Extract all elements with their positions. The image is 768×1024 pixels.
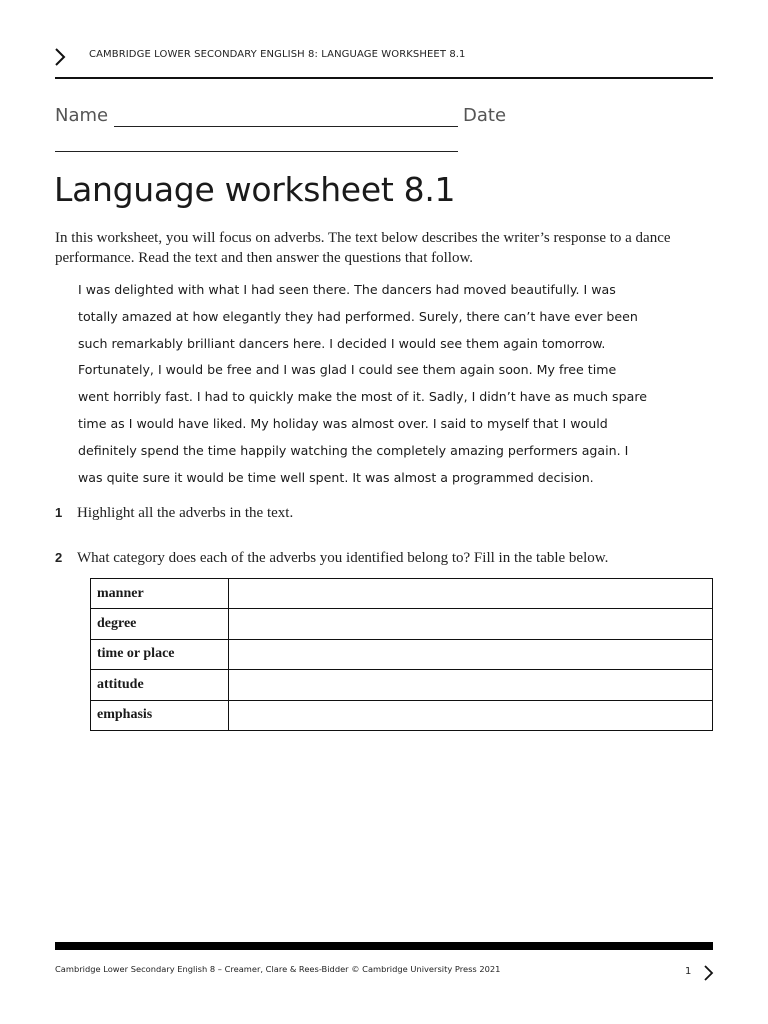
passage-text <box>78 279 678 493</box>
question-1 <box>55 505 715 525</box>
question-number: 1 <box>55 505 63 520</box>
name-label: Name <box>55 105 109 126</box>
table-row <box>91 609 713 639</box>
answer-cell[interactable] <box>229 670 713 700</box>
passage-line: was quite sure it would be time well spent. It was almost a programmed decision. <box>78 469 594 485</box>
question-number: 2 <box>55 550 63 565</box>
category-label: time or place <box>91 639 229 669</box>
chevron-right-icon <box>53 47 67 67</box>
intro-paragraph: In this worksheet, you will focus on adverbs. The text below describes the writer’s response to a dance performance. Read the text and then answer the questions that follow. <box>55 230 671 266</box>
name-field-line[interactable] <box>114 126 458 127</box>
date-field-line[interactable] <box>55 151 458 152</box>
category-label: attitude <box>91 670 229 700</box>
passage-line: Fortunately, I would be free and I was glad I could see them again soon. My free time <box>78 362 617 378</box>
header-rule <box>55 77 713 79</box>
answer-cell[interactable] <box>229 700 713 730</box>
answer-cell[interactable] <box>229 639 713 669</box>
date-label: Date <box>463 105 507 126</box>
passage-line: I was delighted with what I had seen there. The dancers had moved beautifully. I was <box>78 282 616 297</box>
footer-bar <box>55 942 713 950</box>
question-text: What category does each of the adverbs you identified belong to? Fill in the table below. <box>77 550 609 566</box>
category-label: emphasis <box>91 700 229 730</box>
running-header: CAMBRIDGE LOWER SECONDARY ENGLISH 8: LANGUAGE WORKSHEET 8.1 <box>89 49 466 60</box>
passage-line: went horribly fast. I had to quickly make the most of it. Sadly, I didn’t have as much spare <box>78 389 647 405</box>
passage-line: such remarkably brilliant dancers here. I decided I would see them again tomorrow. <box>78 335 606 351</box>
table-row <box>91 700 713 730</box>
passage-line: time as I would have liked. My holiday was almost over. I said to myself that I would <box>78 415 608 431</box>
chevron-right-icon[interactable] <box>702 963 714 983</box>
question-text: Highlight all the adverbs in the text. <box>77 505 294 521</box>
table-row <box>91 639 713 669</box>
answer-cell[interactable] <box>229 579 713 609</box>
category-label: manner <box>91 579 229 609</box>
passage-line: definitely spend the time happily watching the completely amazing performers again. I <box>78 442 629 458</box>
footer-copyright: Cambridge Lower Secondary English 8 – Creamer, Clare & Rees-Bidder © Cambridge University Press 2021 <box>55 964 501 974</box>
question-2 <box>55 550 715 570</box>
passage-line: totally amazed at how elegantly they had performed. Surely, there can’t have ever been <box>78 308 638 324</box>
table-row <box>91 579 713 609</box>
adverb-category-table <box>90 578 713 731</box>
table-row <box>91 670 713 700</box>
answer-cell[interactable] <box>229 609 713 639</box>
page-number: 1 <box>685 966 692 977</box>
category-label: degree <box>91 609 229 639</box>
page-title: Language worksheet 8.1 <box>54 170 456 209</box>
